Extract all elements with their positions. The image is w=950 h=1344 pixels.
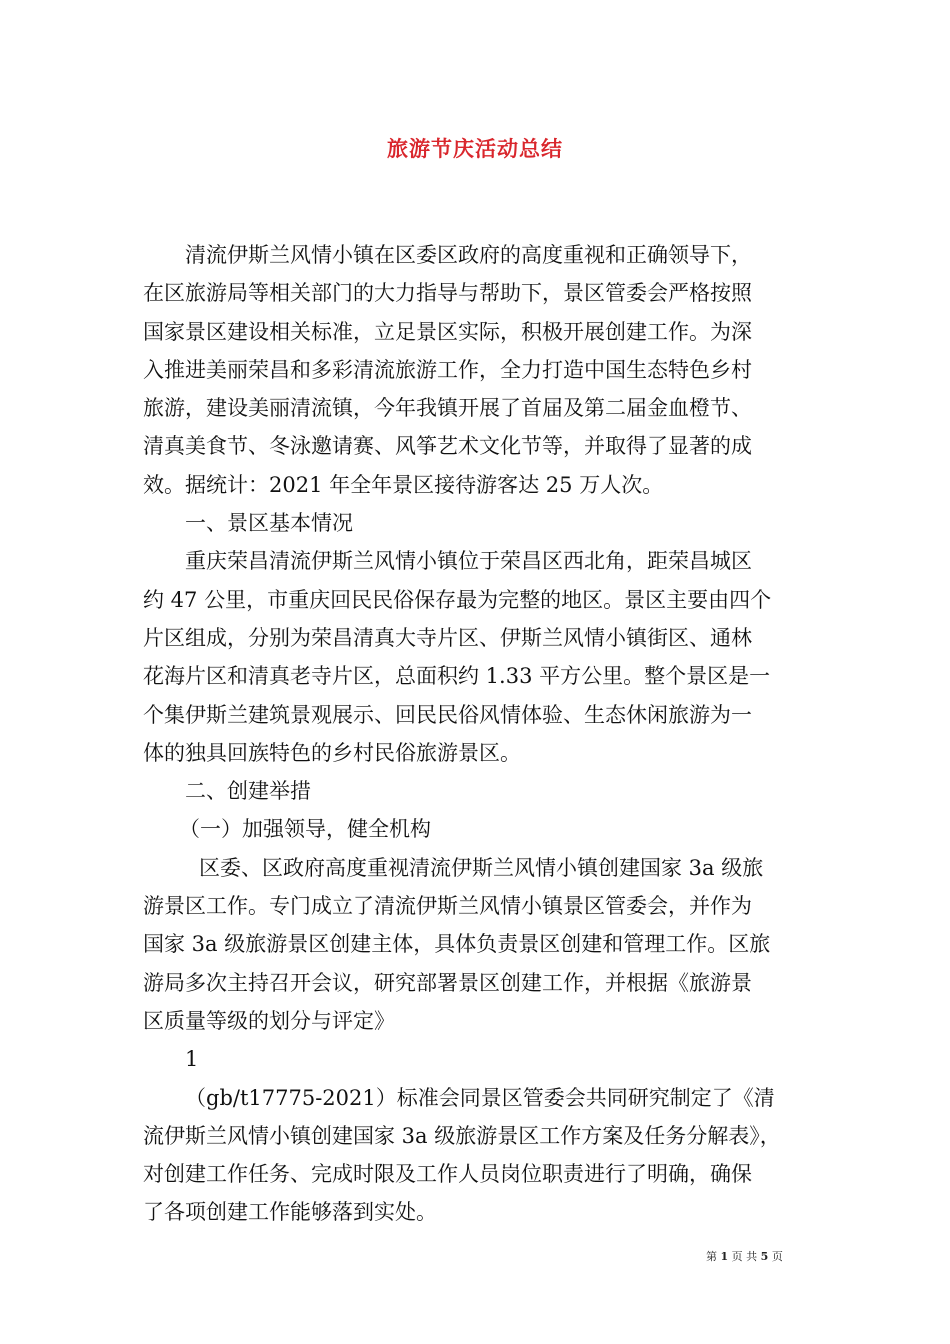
paragraph-line: 对创建工作任务、完成时限及工作人员岗位职责进行了明确，确保 [143, 1162, 752, 1187]
paragraph-line: 区质量等级的划分与评定》 [143, 1008, 395, 1033]
footer-mid: 页 共 [731, 1250, 758, 1263]
paragraph-line: 约 47 公里，市重庆回民民俗保存最为完整的地区。景区主要由四个 [143, 587, 772, 612]
paragraph-line: （gb/t17775-2021）标准会同景区管委会共同研究制定了《清 [185, 1085, 775, 1110]
paragraph-line: 旅游，建设美丽清流镇，今年我镇开展了首届及第二届金血橙节、 [143, 396, 752, 421]
paragraph-line: 重庆荣昌清流伊斯兰风情小镇位于荣昌区西北角，距荣昌城区 [185, 549, 752, 574]
paragraph-line: 游景区工作。专门成立了清流伊斯兰风情小镇景区管委会，并作为 [143, 894, 752, 919]
paragraph-line: 清流伊斯兰风情小镇在区委区政府的高度重视和正确领导下， [185, 243, 752, 267]
section-heading: 一、景区基本情况 [185, 511, 353, 536]
page-footer [706, 1249, 816, 1265]
paragraph-line: 效。据统计：2021 年全年景区接待游客达 25 万人次。 [143, 472, 664, 497]
paragraph-line: 片区组成，分别为荣昌清真大寺片区、伊斯兰风情小镇街区、通林 [143, 625, 752, 650]
footer-prefix: 第 [706, 1250, 717, 1263]
paragraph-line: 国家 3a 级旅游景区创建主体，具体负责景区创建和管理工作。区旅 [143, 932, 771, 957]
footer-total-pages: 5 [760, 1250, 769, 1263]
paragraph-line: 清真美食节、冬泳邀请赛、风筝艺术文化节等，并取得了显著的成 [143, 434, 752, 459]
paragraph-line: 了各项创建工作能够落到实处。 [143, 1200, 437, 1225]
subsection-heading: （一）加强领导，健全机构 [179, 817, 431, 842]
paragraph-line: 体的独具回族特色的乡村民俗旅游景区。 [143, 740, 521, 765]
footer-page-number: 1 [720, 1250, 729, 1263]
document-title: 旅游节庆活动总结 [387, 137, 563, 161]
page-marker: 1 [185, 1047, 199, 1072]
paragraph-line: 流伊斯兰风情小镇创建国家 3a 级旅游景区工作方案及任务分解表》， [143, 1123, 781, 1148]
paragraph-line: 国家景区建设相关标准，立足景区实际，积极开展创建工作。为深 [143, 319, 752, 344]
paragraph-line: 入推进美丽荣昌和多彩清流旅游工作，全力打造中国生态特色乡村 [143, 357, 752, 382]
paragraph-line: 在区旅游局等相关部门的大力指导与帮助下，景区管委会严格按照 [143, 281, 752, 306]
paragraph-line: 个集伊斯兰建筑景观展示、回民民俗风情体验、生态休闲旅游为一 [143, 702, 752, 727]
document-body [143, 236, 809, 1232]
section-heading: 二、创建举措 [185, 779, 311, 804]
footer-suffix: 页 [771, 1250, 783, 1263]
paragraph-line: 游局多次主持召开会议，研究部署景区创建工作，并根据《旅游景 [143, 970, 752, 995]
paragraph-line: 花海片区和清真老寺片区，总面积约 1.33 平方公里。整个景区是一 [143, 664, 771, 689]
paragraph-line: 区委、区政府高度重视清流伊斯兰风情小镇创建国家 3a 级旅 [199, 855, 764, 880]
